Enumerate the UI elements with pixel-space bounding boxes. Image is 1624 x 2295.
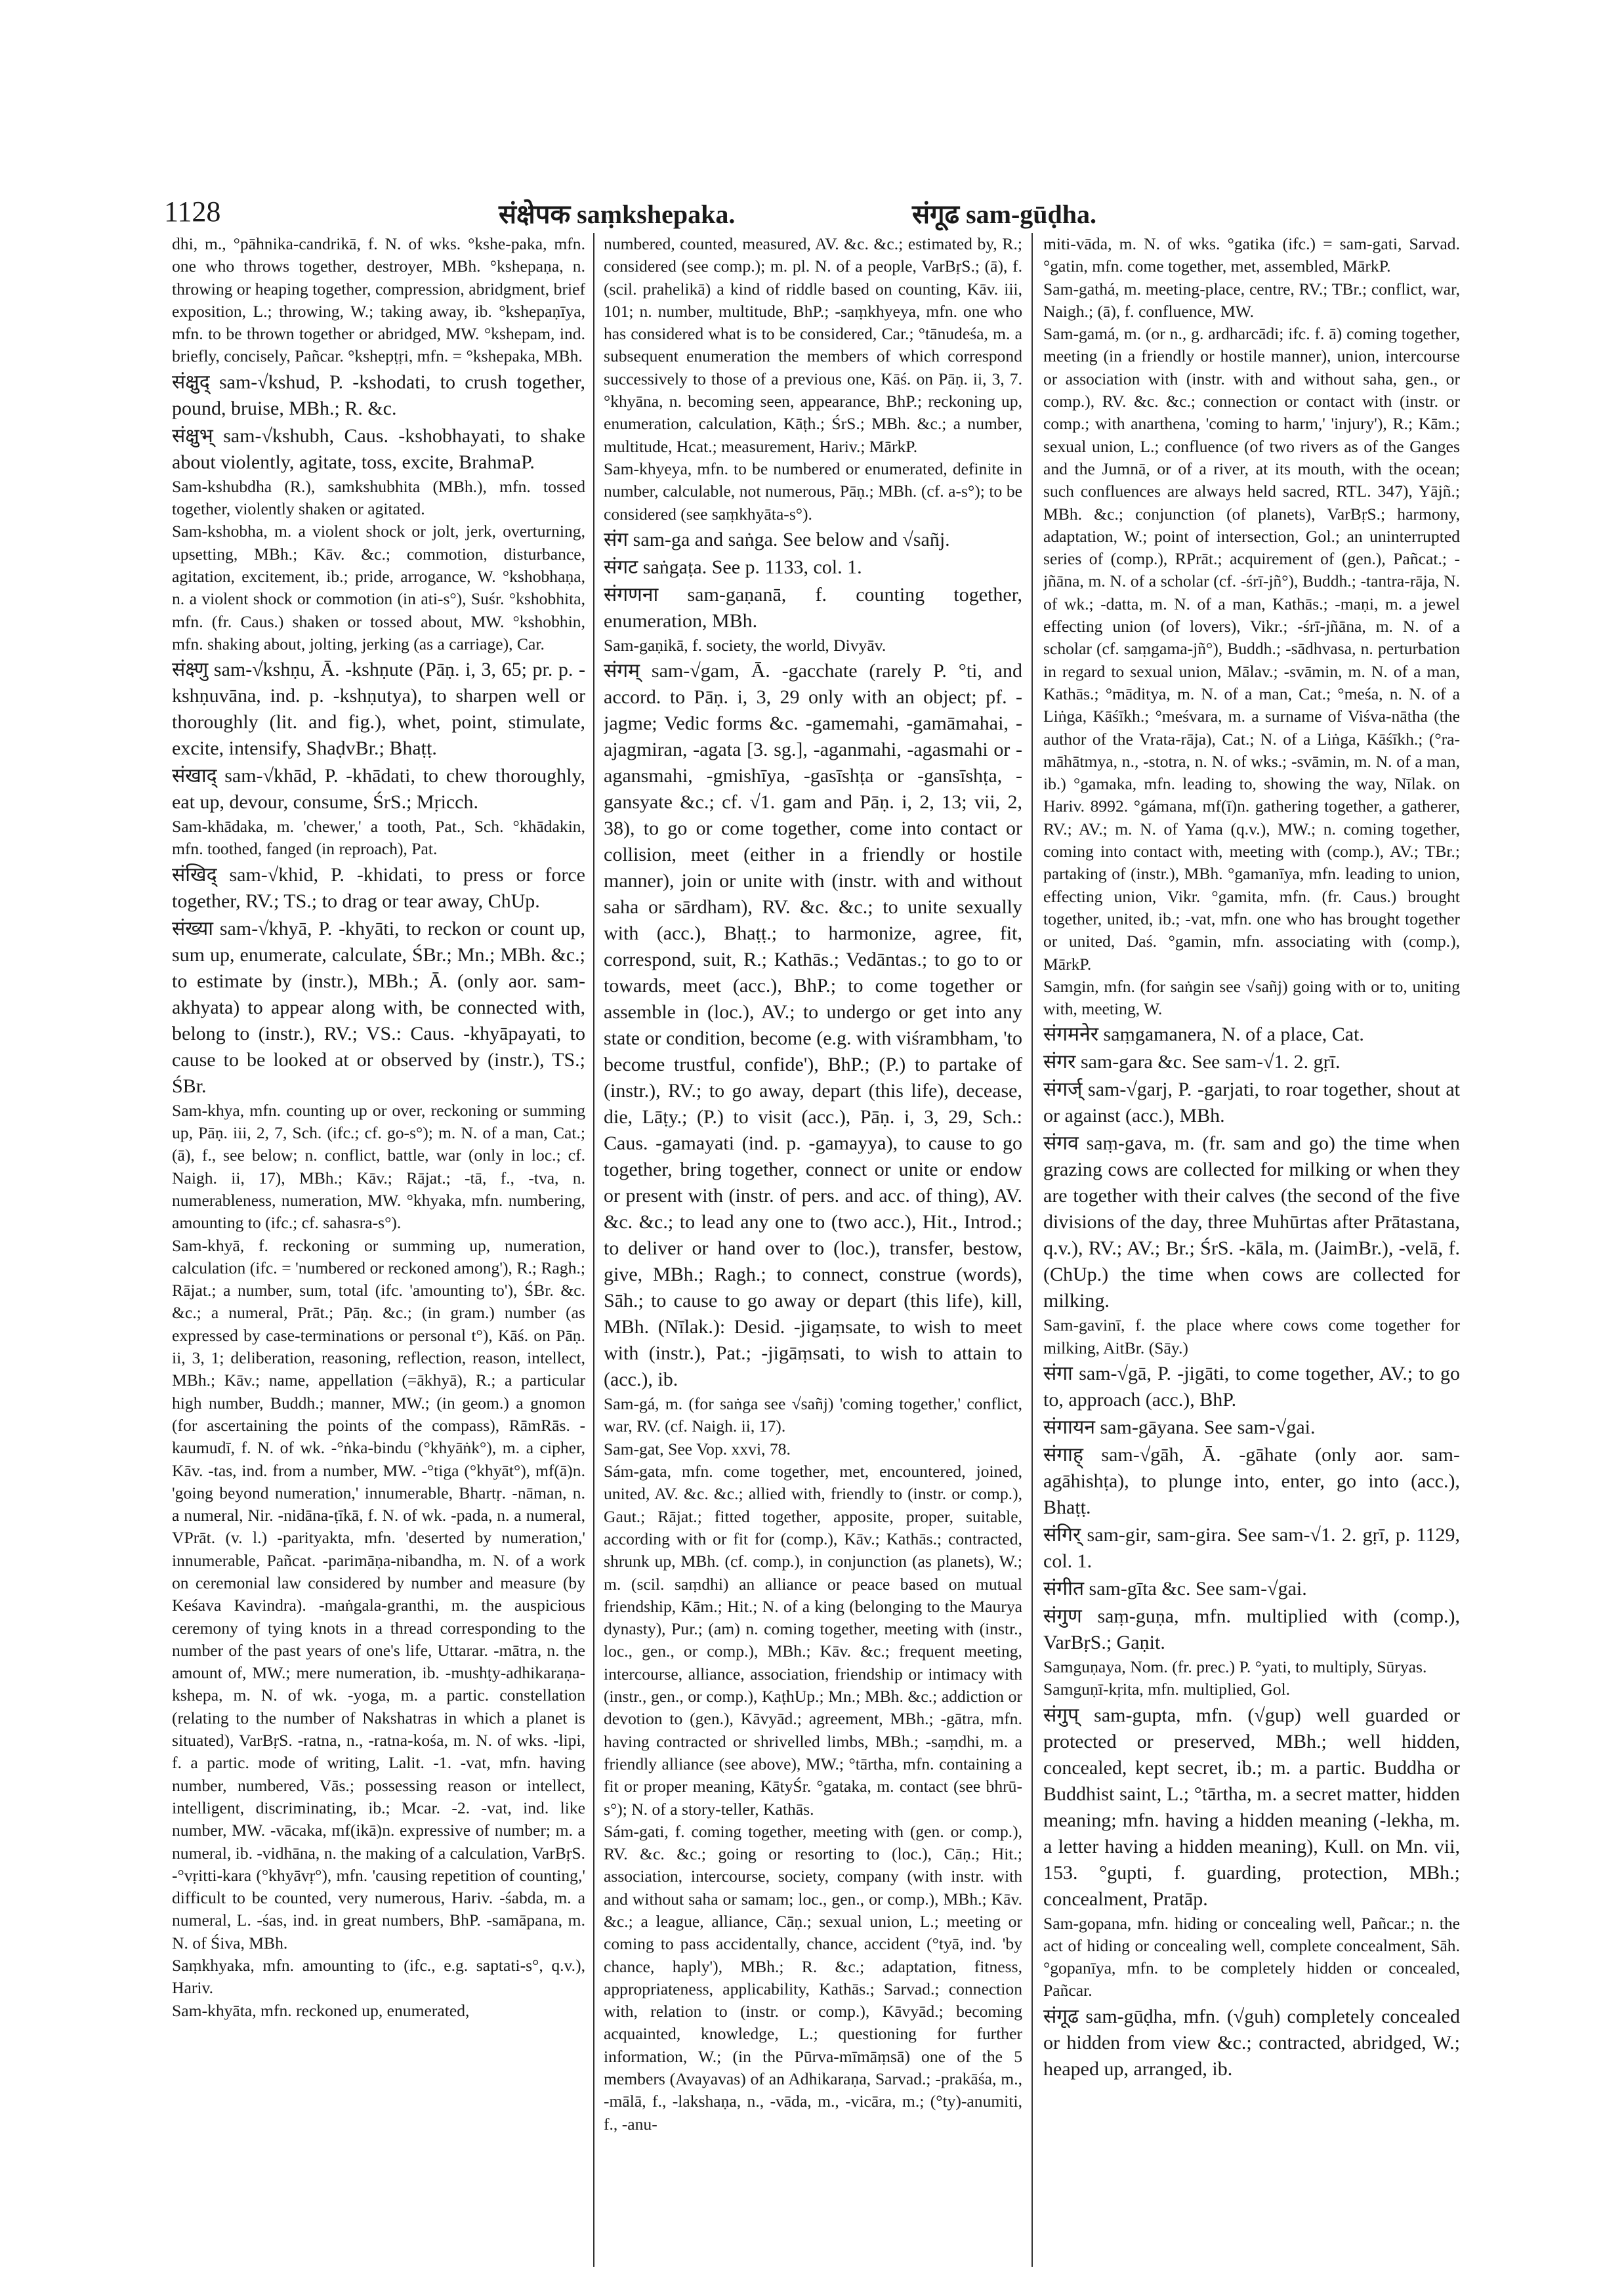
dictionary-entry: संगर्ज् sam-√garj, P. -garjati, to roar together, shout at or against (acc.), MBh.	[1043, 1079, 1460, 1127]
dictionary-entry: संगमनेर saṃgamanera, N. of a place, Cat.	[1043, 1023, 1364, 1046]
dictionary-entry: संगम् sam-√gam, Ā. -gacchate (rarely P. °ti, and accord. to Pāṇ. i, 3, 29 only with an object; pf. -jagme; Vedic forms &c. -gamemahi, -gamāmahai, -ajagmiran, -agata [3. sg.], -aganmahi, -agasmahi or -agansmahi, -gmishīya, -gasīshṭa or -gansīshṭa, -gansyate &c.; cf. √1. gam and Pāṇ. i, 2, 13; vii, 2, 38), to go or come together, come into contact or collision, meet (either in a friendly or hostile manner), join or unite with (instr. with and without saha or sārdham), RV. &c. &c.; to unite sexually with (acc.), Bhaṭṭ.; to harmonize, agree, fit, correspond, suit, R.; Kathās.; Vedāntas.; to go to or towards, meet (acc.), BhP.; to come together or assemble in (loc.), AV.; to undergo or get into any state or condition, become (e.g. with viśrambham, 'to become trustful, confide'), BhP.; (P.) to partake of (instr.), RV.; to go away, depart (this life), decease, die, Lāṭy.; (P.) to visit (acc.), Pāṇ. i, 3, 29, Sch.: Caus. -gamayati (ind. p. -gamayya), to cause to go together, bring together, connect or unite or endow or present with (instr. of pers. and acc. of thing), AV. &c. &c.; to lead any one to (two acc.), Hit., Introd.; to deliver or hand over to (loc.), transfer, bestow, give, MBh.; Ragh.; to connect, construe (words), Sāh.; to cause to go away or depart (this life), kill, MBh. (Nīlak.): Desid. -jigaṃsate, to wish to meet with (instr.), Pat.; -jigāṃsati, to wish to attain to (acc.), ib.	[604, 660, 1022, 1391]
column-1	[172, 233, 585, 2267]
dictionary-entry: Sam-kshobha, m. a violent shock or jolt, jerk, overturning, upsetting, MBh.; Kāv. &c.; commotion, disturbance, agitation, excitement, ib.; pride, arrogance, W. °kshobhaṇa, n. a violent shock or commotion (in ati-s°), Suśr. °kshobhita, mfn. (fr. Caus.) shaken or tossed about, MW. °kshobhin, mfn. shaking about, jolting, jerking (as a carriage), Car.	[172, 522, 585, 653]
dictionary-entry: संगट saṅgaṭa. See p. 1133, col. 1.	[604, 556, 862, 578]
column-rule	[593, 233, 594, 2267]
dictionary-entry: संगिर् sam-gir, sam-gira. See sam-√1. 2. gṛī, p. 1129, col. 1.	[1043, 1523, 1460, 1572]
dictionary-entry: संक्ष्णु sam-√kshṇu, Ā. -kshṇute (Pāṇ. i, 3, 65; pr. p. -kshṇuvāna, ind. p. -kshṇutya), to sharpen well or thoroughly (lit. and fig.), whet, point, stimulate, excite, intensify, ShaḍvBr.; Bhaṭṭ.	[172, 659, 585, 760]
dictionary-entry: Sam-gaṇikā, f. society, the world, Divyāv.	[604, 635, 886, 655]
dictionary-entry: Saṃkhyaka, mfn. amounting to (ifc., e.g. saptati-s°, q.v.), Hariv.	[172, 1956, 585, 1998]
dictionary-entry: संक्षुभ् sam-√kshubh, Caus. -kshobhayati, to shake about violently, agitate, toss, excite, BrahmaP.	[172, 424, 585, 473]
dictionary-entry: numbered, counted, measured, AV. &c. &c.; estimated by, R.; considered (see comp.); m. pl. N. of a people, VarBṛS.; (ā), f. (scil. prahelikā) a kind of riddle based on counting, Kāv. iii, 101; n. number, multitude, BhP.; -saṃkhyeya, mfn. one who has considered what is to be considered, Car.; °tānudeśa, m. a subsequent enumeration the members of which correspond successively to those of a previous one, Kāś. on Pāṇ. ii, 3, 7. °khyāna, n. becoming seen, appearance, BhP.; reckoning up, enumeration, calculation, Kāṭh.; ŚrS.; MBh. &c.; a number, multitude, Hcat.; measurement, Hariv.; MārkP.	[604, 234, 1022, 456]
dictionary-entry: Sam-gathá, m. meeting-place, centre, RV.; TBr.; conflict, war, Naigh.; (ā), f. confluence, MW.	[1043, 279, 1460, 321]
page-number: 1128	[164, 196, 221, 228]
dictionary-entry: Sam-kshubdha (R.), samkshubhita (MBh.), mfn. tossed together, violently shaken or agitated.	[172, 476, 585, 519]
dictionary-entry: Sam-khādaka, m. 'chewer,' a tooth, Pat., Sch. °khādakin, mfn. toothed, fanged (in reproach), Pat.	[172, 817, 585, 859]
column-2	[604, 233, 1022, 2267]
dictionary-entry: Sam-gat, See Vop. xxvi, 78.	[604, 1439, 791, 1458]
dictionary-entry: संग sam-ga and saṅga. See below and √sañj.	[604, 528, 950, 550]
dictionary-entry: Sám-gata, mfn. come together, met, encountered, joined, united, AV. &c. &c.; allied with, friendly to (instr. or comp.), Gaut.; Rājat.; fitted together, apposite, proper, suitable, according with or fit for (comp.), Kāv.; Kathās.; contracted, shrunk up, MBh. (cf. comp.), in conjunction (as planets), W.; m. (scil. saṃdhi) an alliance or peace based on mutual friendship, Kām.; Hit.; N. of a king (belonging to the Maurya dynasty), Pur.; (am) n. coming together, meeting with (instr., loc., gen., or comp.), MBh.; Kāv. &c.; frequent meeting, intercourse, alliance, association, friendship or intimacy with (instr., gen., or comp.), KaṭhUp.; Mn.; MBh. &c.; addiction or devotion to (gen.), Kāvyād.; agreement, MBh.; -gātra, mfn. having contracted or shrivelled limbs, MBh.; -saṃdhi, m. a friendly alliance (see above), MW.; °tārtha, mfn. containing a fit or proper meaning, KātyŚr. °gataka, m. contact (see bhrū-s°); N. of a story-teller, Kathās.	[604, 1462, 1022, 1819]
dictionary-entry: dhi, m., °pāhnika-candrikā, f. N. of wks. °kshe-paka, mfn. one who throws together, destroyer, MBh. °kshepaṇa, n. throwing or heaping together, compression, abridgment, brief exposition, L.; throwing, W.; taking away, ib. °kshepaṇīya, mfn. to be thrown together or abridged, MW. °kshepam, ind. briefly, concisely, Pañcar. °kshepṭṛi, mfn. = °kshepaka, MBh.	[172, 234, 585, 366]
dictionary-entry: Sam-khyāta, mfn. reckoned up, enumerated,	[172, 2000, 470, 2020]
dictionary-entry: Sam-khyā, f. reckoning or summing up, numeration, calculation (ifc. = 'numbered or reckoned among'), R.; Ragh.; Rājat.; a number, sum, total (ifc. 'amounting to'), ŚBr. &c. &c.; a numeral, Prāt.; Pāṇ. &c.; (in gram.) number (as expressed by case-terminations or personal t°), Kāś. on Pāṇ. ii, 3, 1; deliberation, reasoning, reflection, reason, intellect, MBh.; Kāv.; name, appellation (=ākhyā), R.; a particular high number, Buddh.; manner, MW.; (in geom.) a gnomon (for ascertaining the points of the compass), RāmRās. -kaumudī, f. N. of wk. -°ṅka-bindu (°khyāṅk°), m. a cipher, Kāv. -tas, ind. from a number, MW. -°tiga (°khyāt°), mf(ā)n. 'going beyond numeration,' innumerable, Bhartṛ. -nāman, n. a numeral, Nir. -nidāna-ṭīkā, f. N. of wk. -pada, n. a numeral, VPrāt. (v. l.) -parityakta, mfn. 'deserted by numeration,' innumerable, Pañcat. -parimāṇa-nibandha, m. N. of a work on ceremonial law considered by number and measure (by Keśava Kavindra). -maṅgala-granthi, m. the auspicious ceremony of tying knots in a thread corresponding to the number of the past years of one's life, Uttarar. -mātra, n. the amount of, MW.; mere numeration, ib. -mushṭy-adhikaraṇa-kshepa, m. N. of wk. -yoga, m. a partic. constellation (relating to the number of Nakshatras in which a planet is situated), VarBṛS. -ratna, n., -ratna-kośa, m. N. of wks. -lipi, f. a partic. mode of writing, Lalit. -1. -vat, mfn. having number, numbered, Vās.; possessing reason or intellect, intelligent, discriminating, ib.; Mcar. -2. -vat, ind. like number, MW. -vācaka, mf(ikā)n. expressive of number; m. a numeral, ib. -vidhāna, n. the making of a calculation, VarBṛS. -°vṛitti-kara (°khyāvṛ°), mfn. 'causing repetition of counting,' difficult to be counted, very numerous, Hariv. -śabda, m. a numeral, L. -śas, ind. in great numbers, BhP. -samāpana, m. N. of Śiva, MBh.	[172, 1235, 585, 1953]
dictionary-entry: Sam-gá, m. (for saṅga see √sañj) 'coming together,' conflict, war, RV. (cf. Naigh. ii, 17).	[604, 1394, 1022, 1436]
dictionary-entry: Sam-khyeya, mfn. to be numbered or enumerated, definite in number, calculable, not numerous, Pāṇ.; MBh. (cf. a-s°); to be considered (see saṃkhyāta-s°).	[604, 459, 1022, 524]
page-header	[0, 187, 1624, 233]
dictionary-entry: संखाद् sam-√khād, P. -khādati, to chew thoroughly, eat up, devour, consume, ŚrS.; Mṛicch.	[172, 765, 585, 814]
column-rule	[1031, 233, 1033, 2267]
dictionary-entry: संगा sam-√gā, P. -jigāti, to come together, AV.; to go to, approach (acc.), BhP.	[1043, 1362, 1460, 1411]
dictionary-entry: Samgin, mfn. (for saṅgin see √sañj) going with or to, uniting with, meeting, W.	[1043, 976, 1460, 1019]
dictionary-entry: संक्षुद् sam-√kshud, P. -kshodati, to crush together, pound, bruise, MBh.; R. &c.	[172, 371, 585, 419]
dictionary-entry: संगर sam-gara &c. See sam-√1. 2. gṛī.	[1043, 1051, 1341, 1073]
dictionary-entry: संगायन sam-gāyana. See sam-√gai.	[1043, 1416, 1316, 1438]
dictionary-entry: संगीत sam-gīta &c. See sam-√gai.	[1043, 1577, 1307, 1600]
dictionary-entry: संगूढ sam-gūḍha, mfn. (√guh) completely concealed or hidden from view &c.; contracted, abridged, W.; heaped up, arranged, ib.	[1043, 2005, 1460, 2080]
dictionary-entry: Sam-gamá, m. (or n., g. ardharcādi; ifc. f. ā) coming together, meeting (in a friendly or hostile manner), union, intercourse or association with (instr. with and without saha, gen., or comp.), RV. &c. &c.; connection or contact with (instr. or comp.; with anarthena, 'coming to harm,' 'injury'), R.; Kām.; sexual union, L.; confluence (of two rivers as of the Ganges and the Jumnā, or of a river, at its mouth, with the ocean; such confluences are always held sacred, RTL. 347), Yājñ.; MBh. &c.; conjunction (of planets), VarBṛS.; harmony, adaptation, W.; point of intersection, Gol.; an uninterrupted series of (comp.), RPrāt.; acquirement of (gen.), Pañcat.; -jñāna, m. N. of a scholar (cf. -śrī-jñ°), Buddh.; -tantra-rāja, N. of wk.; -datta, m. N. of a man, Kathās.; -maṇi, m. a jewel effecting union (of lovers), Vikr.; -śrī-jñāna, m. N. of a scholar (cf. saṃgama-jñ°), Buddh.; -sādhvasa, n. perturbation in regard to sexual union, Mālav.; -svāmin, m. N. of a man, Kathās.; °māditya, m. N. of a man, Cat.; °meśa, n. N. of a Liṅga, Kāśīkh.; °meśvara, m. a surname of Viśva-nātha (the author of the Vrata-rāja), Cat.; N. of a Liṅga, Kāśīkh.; (°ra-māhātmya, n., -stotra, n. N. of wks.; -svāmin, m. N. of a man, ib.) °gamaka, mfn. leading to, showing the way, Nīlak. on Hariv. 8992. °gámana, mf(ī)n. gathering together, a gatherer, RV.; AV.; m. N. of Yama (q.v.), MW.; n. coming together, coming into contact with, meeting with (comp.), AV.; TBr.; partaking of (instr.), MBh. °gamanīya, mfn. leading to union, effecting union, Vikr. °gamita, mfn. (fr. Caus.) brought together, united, ib.; -vat, mfn. one who has brought together or united, Daś. °gamin, mfn. associating with (comp.), MārkP.	[1043, 324, 1460, 974]
column-3	[1043, 233, 1460, 2267]
dictionary-entry: Sám-gati, f. coming together, meeting with (gen. or comp.), RV. &c. &c.; going or resorting to (loc.), Cāṇ.; Hit.; association, intercourse, society, company (with instr. with and without saha or samam; loc., gen., or comp.), MBh.; Kāv. &c.; a league, alliance, Cāṇ.; sexual union, L.; meeting or coming to pass accidentally, chance, accident (°tyā, ind. 'by chance, haply'), MBh.; R. &c.; adaptation, fitness, appropriateness, applicability, Kathās.; Sarvad.; connection with, relation to (instr. or comp.), Kāvyād.; becoming acquainted, knowledge, L.; questioning for further information, W.; (in the Pūrva-mīmāṃsā) one of the 5 members (Avayavas) of an Adhikaraṇa, Sarvad.; -prakāśa, m., -mālā, f., -lakshaṇa, n., -vāda, m., -vicāra, m.; (°ty)-anumiti, f., -anu-	[604, 1821, 1022, 2134]
left-running-head: संक्षेपक saṃkshepaka.	[499, 199, 736, 229]
dictionary-entry: संख्या sam-√khyā, P. -khyāti, to reckon or count up, sum up, enumerate, calculate, ŚBr.; Mn.; MBh. &c.; to estimate by (instr.), MBh.; Ā. (only aor. sam-akhyata) to appear along with, be connected with, belong to (instr.), RV.; VS.: Caus. -khyāpayati, to cause to be looked at or observed by (instr.), TS.; ŚBr.	[172, 917, 585, 1097]
dictionary-entry: Samguṇaya, Nom. (fr. prec.) P. °yati, to multiply, Sūryas.	[1043, 1657, 1427, 1676]
dictionary-entry: Sam-gavinī, f. the place where cows come together for milking, AitBr. (Sāy.)	[1043, 1315, 1460, 1357]
dictionary-entry: संगुण saṃ-guṇa, mfn. multiplied with (comp.), VarBṛS.; Gaṇit.	[1043, 1605, 1460, 1653]
dictionary-entry: Samguṇī-kṛita, mfn. multiplied, Gol.	[1043, 1680, 1291, 1699]
right-running-head: संगूढ sam-gūḍha.	[912, 199, 1097, 229]
dictionary-entry: संगुप् sam-gupta, mfn. (√gup) well guarded or protected or preserved, MBh.; well hidden, concealed, kept secret, ib.; m. a partic. Buddha or Buddhist saint, L.; °tārtha, m. a secret matter, hidden meaning; mfn. having a hidden meaning (-lekha, m. a letter having a hidden meaning), Kull. on Mn. vii, 153. °gupti, f. guarding, protection, MBh.; concealment, Pratāp.	[1043, 1704, 1460, 1910]
dictionary-entry: Sam-gopana, mfn. hiding or concealing well, Pañcar.; n. the act of hiding or concealing well, complete concealment, Sāh. °gopanīya, mfn. to be completely hidden or concealed, Pañcar.	[1043, 1913, 1460, 2000]
dictionary-entry: संगाह् sam-√gāh, Ā. -gāhate (only aor. sam-agāhishṭa), to plunge into, enter, go into (acc.), Bhaṭṭ.	[1043, 1443, 1460, 1518]
dictionary-entry: Sam-khya, mfn. counting up or over, reckoning or summing up, Pāṇ. iii, 2, 7, Sch. (ifc.; cf. go-s°); m. N. of a man, Cat.; (ā), f., see below; n. conflict, battle, war (only in loc.; cf. Naigh. ii, 17), MBh.; Kāv.; Rājat.; -tā, f., -tva, n. numerableness, numeration, MW. °khyaka, mfn. numbering, amounting to (ifc.; cf. sahasra-s°).	[172, 1100, 585, 1233]
dictionary-entry: संगव saṃ-gava, m. (fr. sam and go) the time when grazing cows are collected for milking or when they are together with their calves (the second of the five divisions of the day, three Muhūrtas after Prātastana, q.v.), RV.; AV.; Br.; ŚrS. -kāla, m. (JaimBr.), -velā, f. (ChUp.) the time when cows are collected for milking.	[1043, 1132, 1460, 1312]
dictionary-entry: संगणना sam-gaṇanā, f. counting together, enumeration, MBh.	[604, 583, 1022, 632]
dictionary-entry: संखिद् sam-√khid, P. -khidati, to press or force together, RV.; TS.; to drag or tear away, ChUp.	[172, 863, 585, 912]
dictionary-entry: miti-vāda, m. N. of wks. °gatika (ifc.) = sam-gati, Sarvad. °gatin, mfn. come together, met, assembled, MārkP.	[1043, 234, 1460, 276]
